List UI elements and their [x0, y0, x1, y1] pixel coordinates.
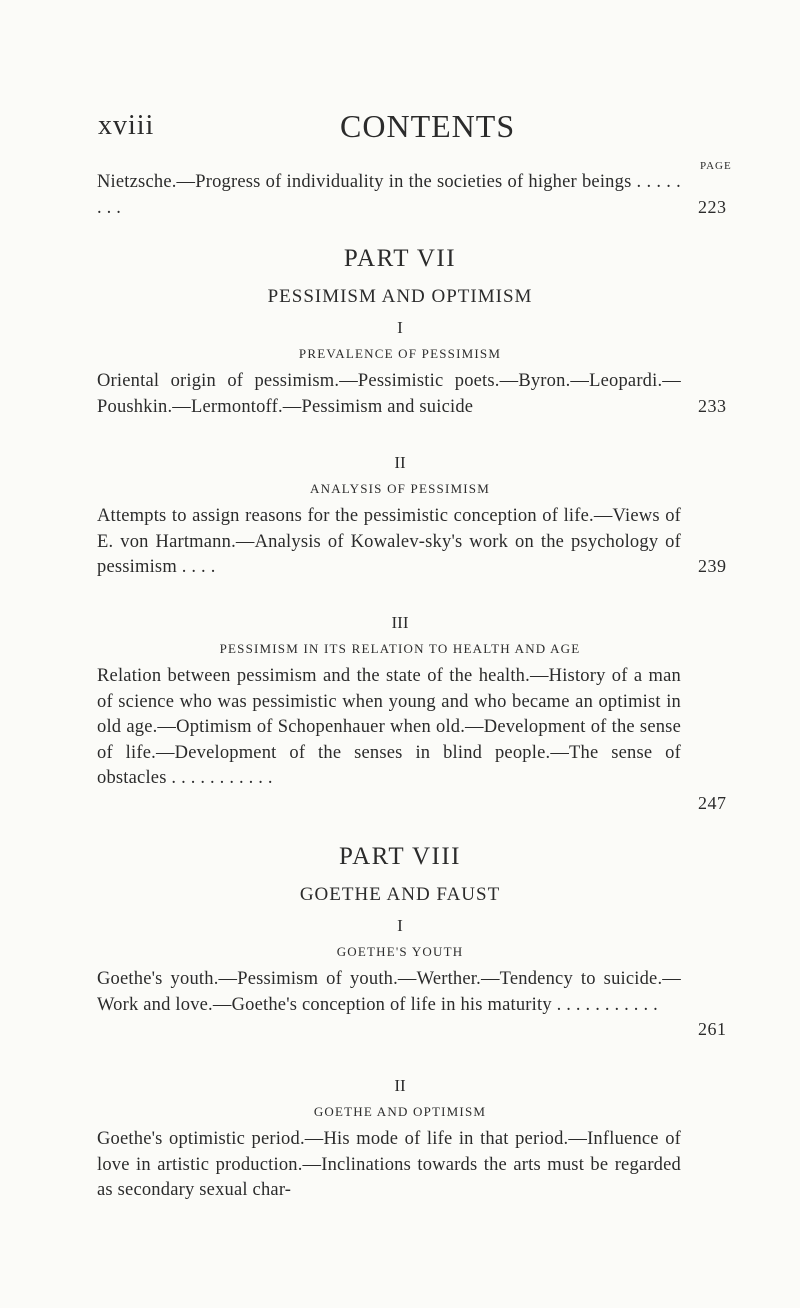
- toc-entry-goethe-optimism: Goethe's optimistic period.—His mode of life in that period.—Influence of love in artistic production.—Inclinations towards the arts must be regarded as secondary sexual char-: [97, 1129, 681, 1200]
- part-subtitle: PESSIMISM AND OPTIMISM: [267, 286, 533, 307]
- toc-page-number: 247: [698, 793, 727, 813]
- page-number-roman: xviii: [98, 110, 155, 141]
- toc-entry-prevalence: Oriental origin of pessimism.—Pessimistic poets.—Byron.—Leopardi.—Poushkin.—Lermontoff.—Pessimism and suicide: [97, 371, 681, 417]
- toc-entry-analysis: Attempts to assign reasons for the pessimistic conception of life.—Views of E. von Hartmann.—Analysis of Kowalev-sky's work on the psychology of pessimism . . . .: [97, 506, 681, 577]
- chapter-numeral: II: [394, 1076, 406, 1095]
- part-heading: PART VII: [343, 245, 457, 272]
- chapter-title: ANALYSIS OF PESSIMISM: [310, 481, 490, 496]
- chapter-title: GOETHE'S YOUTH: [336, 944, 464, 959]
- chapter-numeral: I: [397, 318, 403, 337]
- chapter-title: PESSIMISM IN ITS RELATION TO HEALTH AND AGE: [219, 641, 581, 656]
- page-header: [0, 108, 800, 148]
- chapter-title: PREVALENCE OF PESSIMISM: [298, 346, 502, 361]
- chapter-numeral: III: [391, 613, 409, 632]
- toc-page-number: 223: [698, 197, 727, 217]
- part-subtitle: GOETHE AND FAUST: [299, 884, 501, 905]
- toc-entry-health-age: Relation between pessimism and the state of the health.—History of a man of science who was pessimistic when young and who became an optimist in old age.—Optimism of Schopenhauer when old.—Development of the sense of life.—Development of the senses in blind people.—The sense of obstacles . . . . . . . . . . .: [97, 666, 681, 788]
- page-column-label: PAGE: [700, 160, 732, 172]
- toc-page-number: 233: [698, 396, 727, 416]
- toc-entry-nietzsche: Nietzsche.—Progress of individuality in the societies of higher beings . . . . . . . .: [97, 172, 681, 218]
- part-heading: PART VIII: [339, 843, 461, 870]
- running-title: CONTENTS: [340, 108, 516, 144]
- toc-page-number: 261: [698, 1019, 727, 1039]
- chapter-numeral: II: [394, 453, 406, 472]
- chapter-title: GOETHE AND OPTIMISM: [313, 1104, 487, 1119]
- toc-page-number: 239: [698, 556, 727, 576]
- toc-entry-goethe-youth: Goethe's youth.—Pessimism of youth.—Werther.—Tendency to suicide.—Work and love.—Goethe's conception of life in his maturity . . . . . . . . . . .: [97, 969, 681, 1015]
- chapter-numeral: I: [397, 916, 403, 935]
